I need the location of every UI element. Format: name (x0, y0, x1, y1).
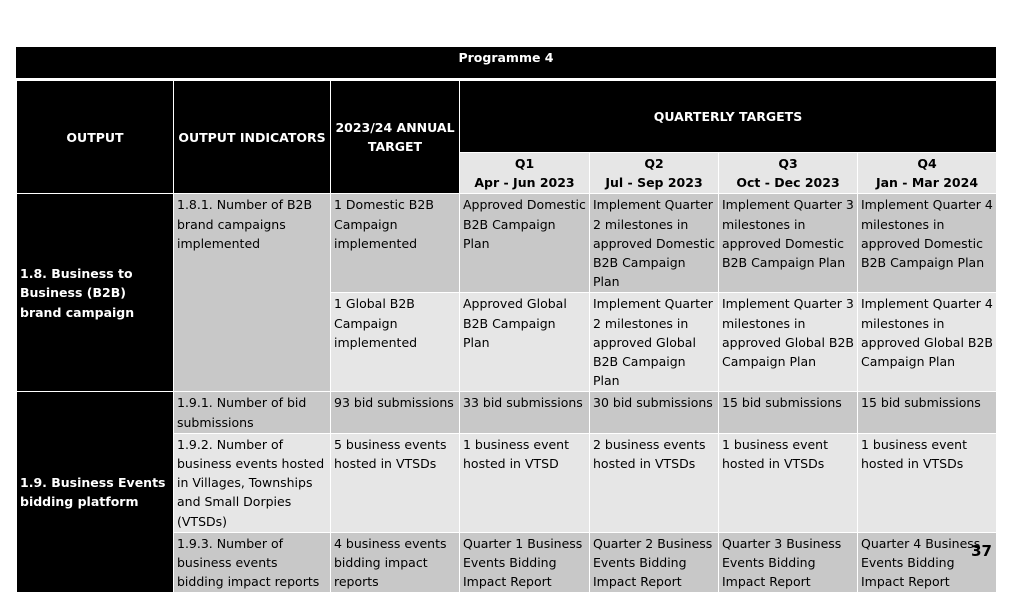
annual-target-cell: 4 business events bidding impact reports (331, 532, 460, 593)
q3-target-cell: Implement Quarter 3 milestones in approved Global B2B Campaign Plan (719, 293, 858, 392)
q1-target-cell: Approved Domestic B2B Campaign Plan (460, 194, 590, 293)
q1-target-cell: 33 bid submissions (460, 392, 590, 433)
header-annual-target: 2023/24 ANNUAL TARGET (331, 81, 460, 194)
q3-target-cell: Implement Quarter 3 milestones in approved Domestic B2B Campaign Plan (719, 194, 858, 293)
q2-target-cell: 30 bid submissions (590, 392, 719, 433)
table-row (17, 194, 997, 293)
annual-target-cell: 1 Domestic B2B Campaign implemented (331, 194, 460, 293)
q2-target-cell: Implement Quarter 2 milestones in approved Domestic B2B Campaign Plan (590, 194, 719, 293)
q4-target-cell: Implement Quarter 4 milestones in approved Domestic B2B Campaign Plan (858, 194, 997, 293)
output-cell: 1.8. Business to Business (B2B) brand campaign (17, 194, 174, 392)
q1-target-cell: 1 business event hosted in VTSD (460, 433, 590, 532)
programme-title: Programme 4 (16, 47, 996, 78)
page-number: 37 (971, 542, 992, 560)
q2-target-cell: 2 business events hosted in VTSDs (590, 433, 719, 532)
indicator-cell: 1.9.3. Number of business events bidding impact reports (174, 532, 331, 593)
header-q1: Q1 Apr - Jun 2023 (460, 153, 590, 194)
q2-target-cell: Quarter 2 Business Events Bidding Impact Report (590, 532, 719, 593)
annual-target-cell: 93 bid submissions (331, 392, 460, 433)
quarterly-targets-table (16, 80, 997, 593)
header-quarterly-targets: QUARTERLY TARGETS (460, 81, 997, 153)
indicator-cell: 1.9.1. Number of bid submissions (174, 392, 331, 433)
indicator-cell: 1.8.1. Number of B2B brand campaigns implemented (174, 194, 331, 392)
q4-target-cell: Implement Quarter 4 milestones in approved Global B2B Campaign Plan (858, 293, 997, 392)
annual-target-cell: 1 Global B2B Campaign implemented (331, 293, 460, 392)
header-output-indicators: OUTPUT INDICATORS (174, 81, 331, 194)
header-q4: Q4 Jan - Mar 2024 (858, 153, 997, 194)
header-q2: Q2 Jul - Sep 2023 (590, 153, 719, 194)
q4-target-cell: Quarter 4 Business Events Bidding Impact Report (858, 532, 997, 593)
table-row (17, 392, 997, 433)
q3-target-cell: Quarter 3 Business Events Bidding Impact Report (719, 532, 858, 593)
q4-target-cell: 15 bid submissions (858, 392, 997, 433)
q4-target-cell: 1 business event hosted in VTSDs (858, 433, 997, 532)
indicator-cell: 1.9.2. Number of business events hosted in Villages, Townships and Small Dorpies (VTSDs) (174, 433, 331, 532)
output-cell: 1.9. Business Events bidding platform (17, 392, 174, 593)
header-q3: Q3 Oct - Dec 2023 (719, 153, 858, 194)
q3-target-cell: 1 business event hosted in VTSDs (719, 433, 858, 532)
q2-target-cell: Implement Quarter 2 milestones in approved Global B2B Campaign Plan (590, 293, 719, 392)
q3-target-cell: 15 bid submissions (719, 392, 858, 433)
q1-target-cell: Quarter 1 Business Events Bidding Impact Report (460, 532, 590, 593)
header-output: OUTPUT (17, 81, 174, 194)
annual-target-cell: 5 business events hosted in VTSDs (331, 433, 460, 532)
q1-target-cell: Approved Global B2B Campaign Plan (460, 293, 590, 392)
